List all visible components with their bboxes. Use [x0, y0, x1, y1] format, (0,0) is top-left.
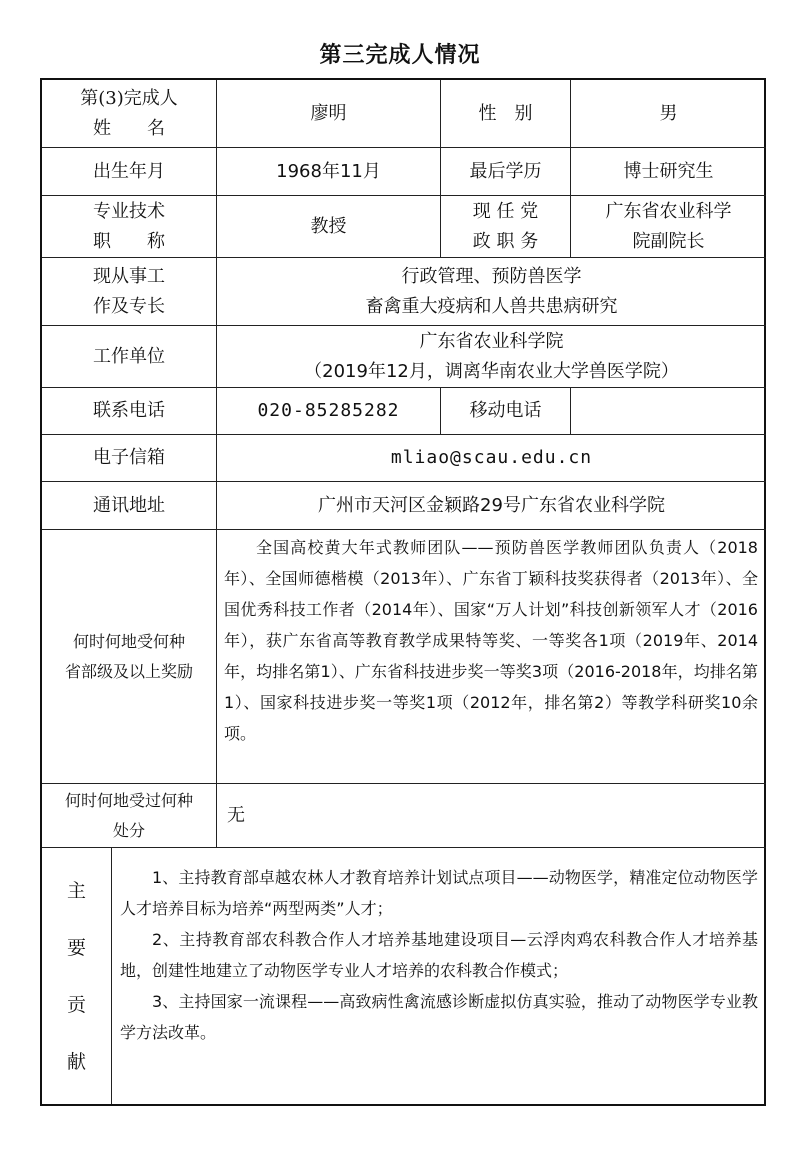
birth-label: 出生年月 — [42, 148, 217, 196]
contribution-item-1: 1、主持教育部卓越农林人才教育培养计划试点项目——动物医学，精准定位动物医学人才培养目标为培养“两型两类”人才； — [120, 868, 758, 918]
education-value: 博士研究生 — [571, 148, 766, 196]
contributions-label-char-1: 主 — [66, 879, 86, 902]
party-post-value — [571, 196, 766, 258]
info-table — [40, 78, 766, 1106]
work-unit-label: 工作单位 — [42, 326, 217, 388]
party-post-label — [441, 196, 571, 258]
awards-label — [42, 530, 217, 784]
contributions-label-char-3: 贡 — [66, 993, 86, 1016]
email-label: 电子信箱 — [42, 435, 217, 482]
contribution-item-2: 2、主持教育部农科教合作人才培养基地建设项目—云浮肉鸡农科教合作人才培养基地，创建性地建立了动物医学专业人才培养的农科教合作模式； — [120, 930, 758, 980]
email-value: mliao@scau.edu.cn — [217, 435, 766, 482]
name-label — [42, 80, 217, 148]
penalty-label-line1: 何时何地受过何种 — [64, 790, 193, 810]
address-value: 广州市天河区金颖路29号广东省农业科学院 — [217, 482, 766, 530]
birth-value: 1968年11月 — [217, 148, 441, 196]
penalty-label-line2: 处分 — [112, 820, 145, 840]
work-specialty-value — [217, 258, 766, 326]
contributions-label-char-2: 要 — [66, 936, 86, 959]
work-unit-value-line1: 广东省农业科学院 — [419, 330, 564, 352]
work-specialty-label — [42, 258, 217, 326]
contributions-text-box — [120, 862, 758, 1092]
contributions-label-char-4: 献 — [66, 1050, 86, 1073]
mobile-value — [571, 388, 766, 435]
professional-title-label-line2: 职 称 — [93, 230, 165, 252]
awards-label-line1: 何时何地受何种 — [72, 631, 185, 651]
awards-label-line2: 省部级及以上奖励 — [64, 661, 193, 681]
penalty-value: 无 — [227, 804, 245, 826]
contribution-item-3: 3、主持国家一流课程——高致病性禽流感诊断虚拟仿真实验，推动了动物医学专业教学方法改革。 — [120, 992, 758, 1042]
penalty-value-cell — [217, 784, 766, 848]
work-specialty-value-line2: 畜禽重大疫病和人兽共患病研究 — [365, 295, 618, 317]
awards-text-box — [224, 532, 758, 782]
mobile-label: 移动电话 — [441, 388, 571, 435]
professional-title-value: 教授 — [217, 196, 441, 258]
party-post-label-line1: 现 任 党 — [472, 200, 539, 222]
party-post-value-line1: 广东省农业科学 — [605, 200, 732, 222]
contributions-label — [42, 848, 112, 1104]
phone-label: 联系电话 — [42, 388, 217, 435]
professional-title-label-line1: 专业技术 — [93, 200, 165, 222]
work-specialty-value-line1: 行政管理、预防兽医学 — [401, 265, 582, 287]
gender-value: 男 — [571, 80, 766, 148]
page-title: 第三完成人情况 — [319, 43, 481, 68]
name-value: 廖明 — [217, 80, 441, 148]
education-label: 最后学历 — [441, 148, 571, 196]
address-label: 通讯地址 — [42, 482, 217, 530]
party-post-value-line2: 院副院长 — [632, 230, 705, 252]
gender-label: 性 别 — [441, 80, 571, 148]
work-unit-value-line2: （2019年12月，调离华南农业大学兽医学院） — [304, 360, 679, 382]
name-label-line2: 姓 名 — [93, 117, 165, 139]
work-specialty-label-line2: 作及专长 — [93, 295, 165, 317]
work-specialty-label-line1: 现从事工 — [93, 265, 165, 287]
party-post-label-line2: 政 职 务 — [472, 230, 539, 252]
phone-value: 020-85285282 — [217, 388, 441, 435]
penalty-label — [42, 784, 217, 848]
professional-title-label — [42, 196, 217, 258]
awards-text: 全国高校黄大年式教师团队——预防兽医学教师团队负责人（2018年）、全国师德楷模（2013年）、广东省丁颖科技奖获得者（2013年）、全国优秀科技工作者（2014年）、国家“万人计划”科技创新领军人才（2016年），获广东省高等教育教学成果特等奖、一等奖各1项（2019年、2014年，均排名第1）、广东省科技进步奖一等奖3项（2016-2018年，均排名第1）、国家科技进步奖一等奖1项（2012年，排名第2）等教学科研奖10余项。 — [224, 538, 758, 743]
work-unit-value — [217, 326, 766, 388]
name-label-line1: 第(3)完成人 — [80, 87, 178, 109]
